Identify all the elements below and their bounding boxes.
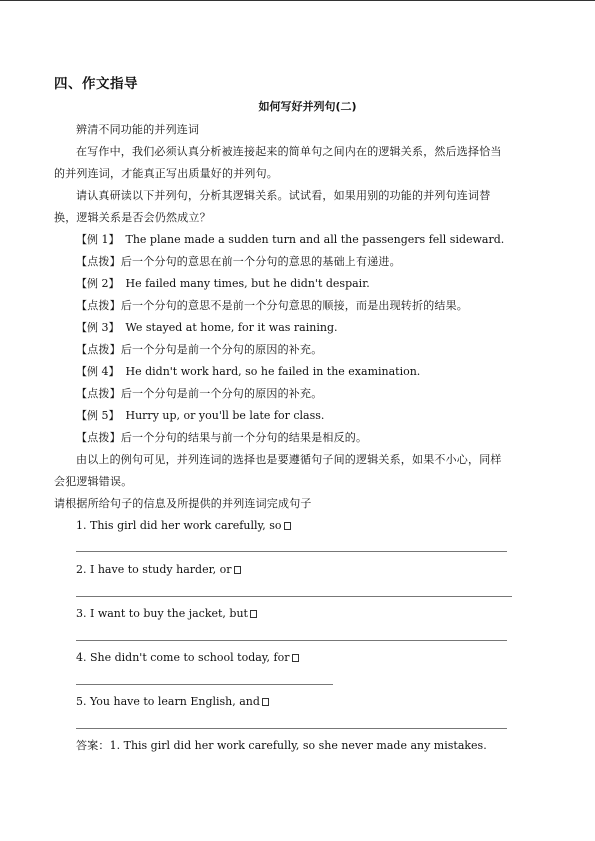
answer-line-1[interactable] xyxy=(76,551,507,552)
exercise-item-5 xyxy=(76,694,269,709)
exercise-prompt: 5. You have to learn English, and xyxy=(76,695,260,708)
example-1-note xyxy=(76,254,401,269)
example-label: 【例 1】 xyxy=(76,233,120,246)
example-1 xyxy=(76,232,504,247)
exercise-prompt: 4. She didn't come to school today, for xyxy=(76,651,290,664)
blank-box-icon xyxy=(250,610,257,618)
answer-text: 1. This girl did her work carefully, so she never made any mistakes. xyxy=(109,739,487,752)
note-label: 【点拨】 xyxy=(76,431,121,444)
conclusion-line-2: 会犯逻辑错误。 xyxy=(54,475,133,488)
example-2-note xyxy=(76,298,468,313)
example-4-note xyxy=(76,386,322,401)
answer-key xyxy=(76,738,487,753)
answer-line-5[interactable] xyxy=(76,728,507,729)
example-sentence: We stayed at home, for it was raining. xyxy=(125,321,338,334)
note-label: 【点拨】 xyxy=(76,255,121,268)
example-sentence: He didn't work hard, so he failed in the examination. xyxy=(125,365,421,378)
exercise-item-4 xyxy=(76,650,299,665)
blank-box-icon xyxy=(262,698,269,706)
example-label: 【例 4】 xyxy=(76,365,120,378)
example-sentence: He failed many times, but he didn't despair. xyxy=(125,277,370,290)
blank-box-icon xyxy=(292,654,299,662)
note-text: 后一个分句的结果与前一个分句的结果是相反的。 xyxy=(120,431,368,444)
example-label: 【例 3】 xyxy=(76,321,120,334)
example-4 xyxy=(76,364,420,379)
intro-paragraph-1-line-1: 在写作中，我们必须认真分析被连接起来的简单句之间内在的逻辑关系，然后选择恰当 xyxy=(76,145,502,158)
example-label: 【例 5】 xyxy=(76,409,120,422)
exercise-item-3 xyxy=(76,606,257,621)
blank-box-icon xyxy=(284,522,291,530)
conclusion-line-1: 由以上的例句可见，并列连词的选择也是要遵循句子间的逻辑关系，如果不小心，同样 xyxy=(76,453,502,466)
example-sentence: Hurry up, or you'll be late for class. xyxy=(125,409,325,422)
answer-line-4[interactable] xyxy=(76,684,333,685)
note-text: 后一个分句是前一个分句的原因的补充。 xyxy=(120,387,323,400)
exercise-prompt: 2. I have to study harder, or xyxy=(76,563,232,576)
exercise-prompt: 3. I want to buy the jacket, but xyxy=(76,607,248,620)
note-text: 后一个分句的意思在前一个分句的意思的基础上有递进。 xyxy=(120,255,401,268)
answer-line-3[interactable] xyxy=(76,640,507,641)
exercise-prompt: 1. This girl did her work carefully, so xyxy=(76,519,282,532)
answer-label: 答案： xyxy=(76,739,110,752)
intro-paragraph-1-line-2: 的并列连词，才能真正写出质量好的并列句。 xyxy=(54,167,278,180)
note-label: 【点拨】 xyxy=(76,299,121,312)
example-5-note xyxy=(76,430,367,445)
example-label: 【例 2】 xyxy=(76,277,120,290)
blank-box-icon xyxy=(234,566,241,574)
exercise-item-1 xyxy=(76,518,291,533)
exercise-instruction: 请根据所给句子的信息及所提供的并列连词完成句子 xyxy=(54,497,312,510)
section-heading: 四、作文指导 xyxy=(54,76,138,92)
document-title: 如何写好并列句(二) xyxy=(258,100,357,113)
exercise-item-2 xyxy=(76,562,241,577)
note-text: 后一个分句是前一个分句的原因的补充。 xyxy=(120,343,323,356)
example-5 xyxy=(76,408,324,423)
example-3 xyxy=(76,320,337,335)
example-sentence: The plane made a sudden turn and all the passengers fell sideward. xyxy=(125,233,505,246)
example-3-note xyxy=(76,342,322,357)
note-label: 【点拨】 xyxy=(76,343,121,356)
intro-subheading: 辨清不同功能的并列连词 xyxy=(76,123,200,136)
top-rule xyxy=(0,0,595,1)
note-text: 后一个分句的意思不是前一个分句意思的顺接，而是出现转折的结果。 xyxy=(120,299,469,312)
example-2 xyxy=(76,276,370,291)
intro-paragraph-2-line-2: 换，逻辑关系是否会仍然成立？ xyxy=(54,211,211,224)
note-label: 【点拨】 xyxy=(76,387,121,400)
answer-line-2[interactable] xyxy=(76,596,512,597)
intro-paragraph-2-line-1: 请认真研读以下并列句，分析其逻辑关系。试试看，如果用别的功能的并列句连词替 xyxy=(76,189,491,202)
